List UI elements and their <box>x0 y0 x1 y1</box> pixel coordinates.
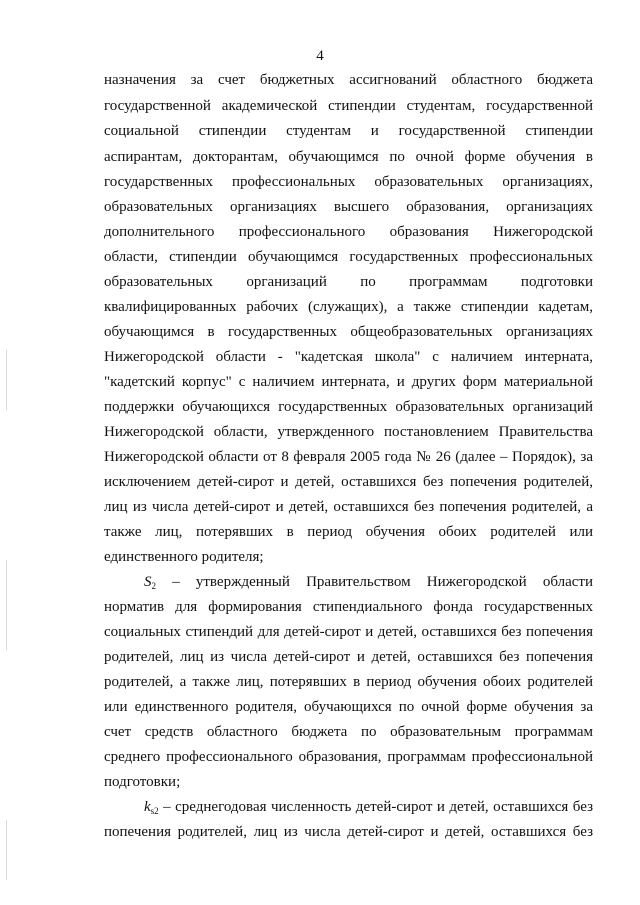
paragraph-line: среднего профессионального образования, программам профессиональной <box>104 749 593 765</box>
paragraph-line: области, стипендии обучающимся государственных профессиональных <box>104 249 593 265</box>
paragraph-line: норматив для формирования стипендиального фонда государственных <box>104 599 593 615</box>
paragraph-line: Нижегородской области от 8 февраля 2005 года № 26 (далее – Порядок), за <box>104 449 593 465</box>
paragraph-line: счет средств областного бюджета по образовательным программам <box>104 724 593 740</box>
paragraph-line: лиц из числа детей-сирот и детей, оставшихся без попечения родителей, а <box>104 499 593 515</box>
paragraph-line: родителей, лиц из числа детей-сирот и детей, оставшихся без попечения <box>104 649 593 665</box>
paragraph-line: обучающимся в государственных общеобразовательных организациях <box>104 324 593 340</box>
paragraph-line: государственной академической стипендии студентам, государственной <box>104 98 593 114</box>
scan-edge-mark <box>6 820 7 880</box>
paragraph-line: родителей, а также лиц, потерявших в период обучения обоих родителей <box>104 674 593 690</box>
k-symbol: $k_{s2}$ <box>144 799 159 816</box>
paragraph-line: социальной стипендии студентам и государственной стипендии <box>104 123 593 139</box>
paragraph-line: дополнительного профессионального образования Нижегородской <box>104 224 593 240</box>
paragraph-line: Нижегородской области - "кадетская школа" с наличием интерната, <box>104 349 593 365</box>
paragraph-line: исключением детей-сирот и детей, оставшихся без попечения родителей, <box>104 474 593 490</box>
paragraph-line: образовательных организациях высшего образования, организациях <box>104 199 593 215</box>
paragraph-line: поддержки обучающихся государственных образовательных организаций <box>104 399 593 415</box>
paragraph-line: государственных профессиональных образовательных организациях, <box>104 174 593 190</box>
paragraph-line: попечения родителей, лиц из числа детей-сирот и детей, оставшихся без <box>104 824 593 840</box>
paragraph-line: "кадетский корпус" с наличием интерната, и других форм материальной <box>104 374 593 390</box>
s2-definition-first-line <box>144 573 593 591</box>
paragraph-line: социальных стипендий для детей-сирот и детей, оставшихся без попечения <box>104 624 593 640</box>
scan-edge-mark <box>6 350 7 410</box>
paragraph-line: или единственного родителя, обучающихся по очной форме обучения за <box>104 699 593 715</box>
paragraph-line: единственного родителя; <box>104 549 264 565</box>
page-number: 4 <box>316 48 324 64</box>
paragraph-line: назначения за счет бюджетных ассигнований областного бюджета <box>104 72 593 88</box>
paragraph-line: подготовки; <box>104 774 181 790</box>
k-definition-first-line <box>144 798 593 816</box>
paragraph-line: аспирантам, докторантам, обучающимся по очной форме обучения в <box>104 149 593 165</box>
paragraph-line: квалифицированных рабочих (служащих), а также стипендии кадетам, <box>104 299 593 315</box>
scan-edge-mark <box>6 560 7 650</box>
s2-symbol: $S_2$ <box>144 574 156 591</box>
s2-definition-text: – утвержденный Правительством Нижегородской области <box>172 574 593 590</box>
paragraph-line: также лиц, потерявших в период обучения обоих родителей или <box>104 524 593 540</box>
paragraph-line: образовательных организаций по программам подготовки <box>104 274 593 290</box>
k-definition-text: – среднегодовая численность детей-сирот и детей, оставшихся без <box>163 799 593 815</box>
paragraph-line: Нижегородской области, утвержденного постановлением Правительства <box>104 424 593 440</box>
